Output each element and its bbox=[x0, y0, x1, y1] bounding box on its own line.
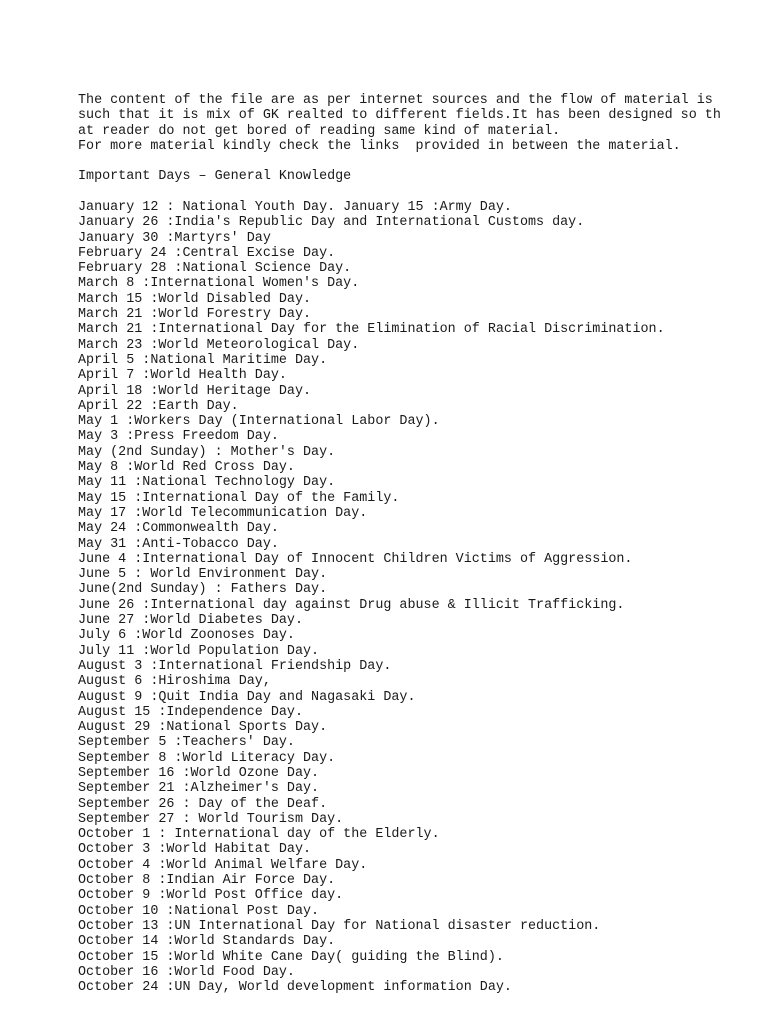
list-item: March 21 :World Forestry Day. bbox=[78, 307, 312, 323]
list-item: March 21 :International Day for the Elimination of Racial Discrimination. bbox=[78, 322, 665, 338]
list-item: October 24 :UN Day, World development information Day. bbox=[78, 980, 512, 996]
list-item: October 3 :World Habitat Day. bbox=[78, 842, 312, 858]
list-item: September 5 :Teachers' Day. bbox=[78, 735, 295, 751]
list-item: May 17 :World Telecommunication Day. bbox=[78, 505, 368, 521]
list-item: October 15 :World White Cane Day( guiding the Blind). bbox=[78, 949, 504, 965]
list-item: September 26 : Day of the Deaf. bbox=[78, 796, 328, 812]
section-heading: Important Days – General Knowledge bbox=[78, 169, 352, 184]
list-item: May 31 :Anti-Tobacco Day. bbox=[78, 536, 279, 552]
list-item: June 26 :International day against Drug abuse & Illicit Trafficking. bbox=[78, 597, 625, 613]
list-item: August 15 :Independence Day. bbox=[78, 704, 303, 720]
list-item: August 9 :Quit India Day and Nagasaki Day. bbox=[78, 689, 416, 705]
list-item: May (2nd Sunday) : Mother's Day. bbox=[78, 444, 336, 460]
list-item: June 27 :World Diabetes Day. bbox=[78, 613, 303, 629]
list-item: June(2nd Sunday) : Fathers Day. bbox=[78, 582, 328, 598]
list-item: October 4 :World Animal Welfare Day. bbox=[78, 857, 368, 873]
list-item: September 21 :Alzheimer's Day. bbox=[78, 781, 320, 797]
list-item: March 8 :International Women's Day. bbox=[78, 276, 360, 292]
intro-paragraph bbox=[78, 93, 758, 154]
list-item: July 11 :World Population Day. bbox=[78, 643, 320, 659]
list-item: March 23 :World Meteorological Day. bbox=[78, 337, 360, 353]
list-item: September 8 :World Literacy Day. bbox=[78, 750, 336, 766]
list-item: June 5 : World Environment Day. bbox=[78, 567, 328, 583]
list-item: October 14 :World Standards Day. bbox=[78, 934, 336, 950]
list-item: May 11 :National Technology Day. bbox=[78, 475, 336, 491]
list-item: October 1 : International day of the Elderly. bbox=[78, 827, 440, 843]
list-item: January 26 :India's Republic Day and International Customs day. bbox=[78, 215, 585, 231]
list-item: May 24 :Commonwealth Day. bbox=[78, 521, 279, 537]
list-item: May 1 :Workers Day (International Labor Day). bbox=[78, 414, 440, 430]
list-item: May 3 :Press Freedom Day. bbox=[78, 429, 279, 445]
intro-line: For more material kindly check the links provided in between the material. bbox=[78, 138, 681, 154]
intro-line: such that it is mix of GK realted to different fields.It has been designed so th bbox=[78, 108, 721, 124]
list-item: May 15 :International Day of the Family. bbox=[78, 490, 400, 506]
intro-line: at reader do not get bored of reading same kind of material. bbox=[78, 123, 561, 139]
list-item: September 16 :World Ozone Day. bbox=[78, 765, 320, 781]
list-item: October 9 :World Post Office day. bbox=[78, 888, 344, 904]
list-item: January 12 : National Youth Day. January 15 :Army Day. bbox=[78, 200, 512, 215]
list-item: April 18 :World Heritage Day. bbox=[78, 383, 312, 399]
list-item: October 16 :World Food Day. bbox=[78, 964, 295, 980]
list-item: April 5 :National Maritime Day. bbox=[78, 352, 328, 368]
list-item: October 13 :UN International Day for National disaster reduction. bbox=[78, 918, 601, 934]
list-item: May 8 :World Red Cross Day. bbox=[78, 460, 295, 476]
list-item: October 8 :Indian Air Force Day. bbox=[78, 873, 336, 889]
important-days-list bbox=[78, 200, 665, 995]
list-item: August 6 :Hiroshima Day, bbox=[78, 674, 271, 690]
list-item: April 7 :World Health Day. bbox=[78, 368, 287, 384]
list-item: September 27 : World Tourism Day. bbox=[78, 811, 344, 827]
list-item: August 3 :International Friendship Day. bbox=[78, 658, 392, 674]
list-item: October 10 :National Post Day. bbox=[78, 903, 320, 919]
list-item: February 24 :Central Excise Day. bbox=[78, 245, 336, 261]
list-item: April 22 :Earth Day. bbox=[78, 398, 239, 414]
list-item: July 6 :World Zoonoses Day. bbox=[78, 628, 295, 644]
intro-line: The content of the file are as per internet sources and the flow of material is bbox=[78, 93, 713, 108]
list-item: August 29 :National Sports Day. bbox=[78, 720, 328, 736]
list-item: March 15 :World Disabled Day. bbox=[78, 291, 312, 307]
list-item: January 30 :Martyrs' Day bbox=[78, 230, 271, 246]
list-item: February 28 :National Science Day. bbox=[78, 261, 352, 277]
list-item: June 4 :International Day of Innocent Children Victims of Aggression. bbox=[78, 551, 633, 567]
